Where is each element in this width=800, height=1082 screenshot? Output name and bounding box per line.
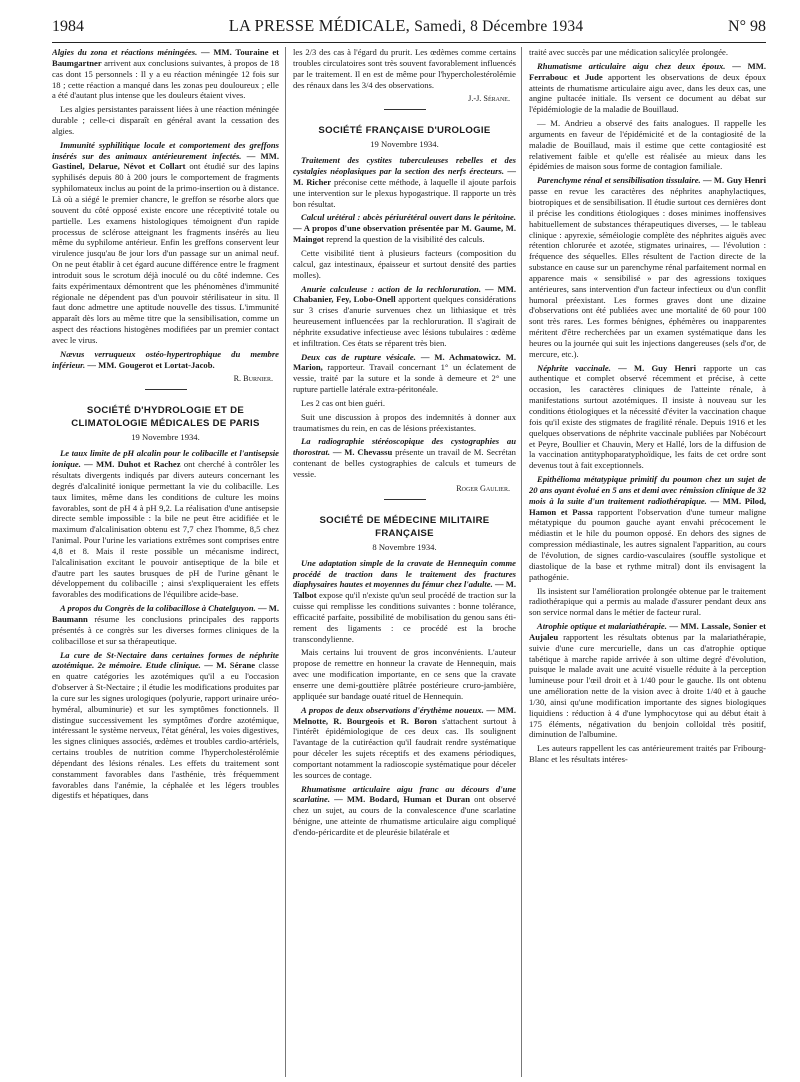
journal-name: LA PRESSE MÉDICALE, <box>228 16 410 35</box>
article-title: Nævus verruqueux ostéo-hypertrophique du membre inférieur. <box>52 348 279 370</box>
article-paragraph <box>293 436 516 479</box>
article-authors: — M. Richer <box>293 166 517 187</box>
article-paragraph <box>293 558 516 645</box>
article-title: Atrophie optique et malariathérapie. <box>537 621 667 632</box>
article-authors: — M. Sérane <box>204 660 256 671</box>
article-title: Néphrite vaccinale. <box>537 362 611 373</box>
article-paragraph <box>529 621 766 740</box>
issue-number: N° 98 <box>728 18 766 35</box>
article-paragraph: Les auteurs rappellent les cas antérieurement traités par Fribourg-Blanc et les résultats intéres- <box>529 743 766 765</box>
column-1 <box>52 47 286 1077</box>
article-text: apportent les observations de deux époux atteints de rhumatisme articulaire aigu avec, dans les deux cas, une angine pultacée initiale. Ils versent ce document au débat sur l'épidémiologie de la maladie de Bouillaud. <box>529 71 766 115</box>
article-authors: — MM. Chabanier, Fey, Lobo-Onell <box>293 283 516 305</box>
article-paragraph <box>52 603 279 646</box>
article-authors: — M. Guy Henri <box>702 175 766 186</box>
section-title: SOCIÉTÉ DE MÉDECINE MILITAIRE FRANÇAISE <box>319 514 490 539</box>
article-paragraph: traité avec succès par une médication salicylée prolongée. <box>529 47 728 57</box>
article-paragraph: Suit une discussion à propos des indemnités à donner aux traumatismes du rein, en cas de lésions préexistantes. <box>293 411 516 433</box>
article-authors: — MM. Duhot et Rachez <box>84 459 181 470</box>
article-paragraph <box>293 705 516 781</box>
issue-date: Samedi, 8 Décembre 1934 <box>414 18 584 35</box>
article-paragraph <box>52 47 279 101</box>
article-authors: — MM. Lassale, Sonier et Aujaleu <box>529 621 766 642</box>
article-text: classe en quatre catégories les azotémiques qu'il a eu l'occasion d'observer à St-Nectaire ; il étudie les modifications produites par la cure sur les signes urologiques (polyurie, rapport urinaire uréo-hyméral, albuminurie) et sur les symptômes fonctionnels. Il distingue successivement les symptômes d'ordre azotémique, intéressant le système nerveux, l'état général, les voies digestives, les signes cliniques associés, œdèmes et troubles cardio-artériels, certains troubles de nutrition comme l'hypercholestérolémie dépendant des lésions rénales. Les effets du traitement sont constamment favorables dans l'asthénie, très fréquemment favorables dans l'anémie, la céphalée et les légers troubles digestifs et hépatiques, dans <box>52 660 279 801</box>
article-paragraph: Les algies persistantes paraissent liées à une réaction méningée durable ; celle-ci disparaît en général avant la cessation des algies. <box>52 104 279 136</box>
article-title: Rhumatisme articulaire aigu franc au décours d'une scarlatine. <box>293 783 516 805</box>
article-title: Deux cas de rupture vésicale. <box>301 351 416 362</box>
article-title: Une adaptation simple de la cravate de Hennequin comme procédé de traction dans le traitement des fractures diaphysaires hautes et moyennes du fémur chez l'adulte. <box>293 557 516 590</box>
section-divider <box>384 109 426 110</box>
column-3 <box>522 47 766 1077</box>
article-title: La radiographie stéréoscopique des cystographies au thorostrat. <box>293 436 516 458</box>
article-paragraph <box>529 61 766 115</box>
article-paragraph: Ils insistent sur l'amélioration prolongée obtenue par le traitement radiothérapique qui a permis au malade d'assurer pendant deux ans son service normal dans le métier de facteur rural. <box>529 585 766 618</box>
page-number: 1984 <box>52 18 84 35</box>
article-title: Algies du zona et réactions méningées. <box>52 47 198 57</box>
article-title: A propos de deux observations d'érythème noueux. <box>301 704 484 715</box>
article-title: Epithélioma métatypique primitif du poumon chez un sujet de 20 ans ayant évolué en 5 ans et demi avec rémission clinique de 32 mois à la suite d'un traitement radiothérapique. <box>529 474 766 506</box>
article-text: rapporteur. Travail concernant 1° un éclatement de vessie, traité par la suture et la sonde à demeure et 2° une rupture partielle latérale extra-péritonéale. <box>293 362 516 395</box>
article-authors: — MM. Gougerot et Lortat-Jacob. <box>87 359 215 370</box>
article-paragraph <box>52 448 279 600</box>
article-paragraph <box>52 140 279 346</box>
section-divider <box>145 389 187 390</box>
article-text: reprend la question de la visibilité des calculs. <box>326 234 485 245</box>
article-text: préconise cette méthode, à laquelle il ajoute parfois une intervention sur le plexus hypogastrique. Il rapporte un très bon résultat. <box>293 176 516 209</box>
section-date: 19 Novembre 1934. <box>370 139 439 150</box>
column-2 <box>286 47 522 1077</box>
page-header <box>52 16 766 43</box>
article-text: présente un travail de M. Secrétan contenant de belles cystographies de calculs et tumeurs de vessie. <box>293 447 516 479</box>
article-title: Calcul urétéral : abcès périurétéral ouvert dans le péritoine. <box>301 212 516 223</box>
article-title: Le taux limite de pH alcalin pour le colibacille et l'antisepsie ionique. <box>52 448 279 470</box>
article-title: Traitement des cystites tuberculeuses rebelles et des cystalgies néoplasiques par la section des nerfs érecteurs. <box>293 155 516 177</box>
article-text: résume les conclusions principales des rapports présentés à ce congrès sur les diverses formes cliniques de la colibacillose et sur sa thérapeutique. <box>52 613 279 646</box>
article-text: rapportent l'observation d'une tumeur maligne métatypique du poumon gauche ayant envahi précocement le médiastin et le hile du poumon opposé. En dehors des signes de compression médiastinale, les autres signalent l'apparition, au cours de l'évolution, de signes cardio-vasculaires (souffle systolique et diastolique de la base et rythme mitral) dont ils envisagent la pathogénie. <box>529 506 766 582</box>
article-title: Parenchyme rénal et sensibilisation tissulaire. <box>537 175 701 186</box>
article-title: Rhumatisme articulaire aigu chez deux époux. <box>537 60 726 71</box>
article-paragraph: les 2/3 des cas à l'égard du prurit. Les œdèmes comme certains troubles circulatoires sont très souvent favorablement influencés par le traitement. Il en est de même pour l'hypercholestérolémie des rénaux dans les 3/4 des observations. <box>293 47 516 90</box>
article-authors: — MM. Ferrabouc et Jude <box>529 60 766 82</box>
article-paragraph <box>529 175 766 359</box>
article-text: passe en revue les caractères des néphrites anaphylactiques, biotropiques et de sensibilisation. Il étudie surtout ces dernières dont il précise les conditions étiologiques : doses minimes inoffensives habituellement de substances thérapeutiques diverses, — le tableau clinique : apyrexie, séméiologie complète des néphrites aiguës avec rétention chlorurée et azotée, stigmates urinaires, — l'évolution : fréquence des séquelles. Elles résultent de l'action directe de la substance en cause sur un parenchyme rénal parfaitement normal en apparence mais « sensibilisé » par des agressions toxiques antérieures, sans intervention d'un facteur infectieux ou d'un conflit humoral préexistant. Les formes graves dont une dizaine d'observations ont été publiées avec une mortalité de 60 pour 100 sont très rares. Les formes bénignes, éphémères ou inapparentes méritent d'être recherchées par un examen systématique dans les heures ou la journée qui suit les injections dangereuses (sels d'or, de mercure, etc.). <box>529 186 766 359</box>
article-text: ont observé chez un sujet, au cours de la convalescence d'une scarlatine bénigne, une atteinte de rhumatisme articulaire aigu compliqué d'endo-péricardite et de pleurésie bilatérale et <box>293 794 516 837</box>
article-authors: — A propos d'une observation présentée par M. Gaume, M. Maingot <box>293 223 516 245</box>
article-title: Immunité syphilitique locale et comportement des greffons insérés sur des animaux antérieurement infectés. <box>52 139 279 161</box>
article-text: arrivent aux conclusions suivantes, à propos de 18 cas dont 15 personnels : Il y a eu réaction méningée 12 fois sur 18 ; cette réaction a manqué dans les zonas peu douloureux ; elle a été d'autant plus intense que les douleurs étaient vives. <box>52 57 279 101</box>
article-authors: — MM. Touraine et Baumgartner <box>52 47 279 68</box>
article-title: Anurie calculeuse : action de la rechloruration. <box>301 283 481 294</box>
section-date: 8 Novembre 1934. <box>372 541 437 552</box>
article-paragraph <box>52 650 279 802</box>
article-text: apportent quelques considérations sur 3 crises d'anurie survenues chez un lithiasique et très heureusement influencées par la rechloruration. Il s'agirait de néphrite exsudative infectieuse avec lésions tubulaires : œdème et infiltration. Ces états se réparent très bien. <box>293 294 516 348</box>
signature: J.-J. Sérane. <box>468 94 510 104</box>
section-date: 19 Novembre 1934. <box>131 432 200 443</box>
article-text: s'attachent surtout à l'intérêt épidémiologique de ces deux cas. Ils soulignent l'avantage de la cutiréaction qu'il faudrait rendre systématique pour déceler les sujets réceptifs et des examens périodiques, comportant notamment la radioscopie systématique pour déceler les sources de contage. <box>293 715 517 780</box>
article-paragraph <box>293 155 516 209</box>
article-authors: — M. Baumann <box>52 603 279 624</box>
signature: R. Burnier. <box>233 374 273 384</box>
article-paragraph <box>293 784 516 838</box>
article-text: rapporte un cas authentique et complet observé récemment et précise, à cette occasion, les caractères cliniques de l'atteinte rénale, à manifestations surtout azotémiques. Il insiste à nouveau sur les conditions étiologiques et la nécessité d'éviter la vaccination chaque fois qu'il existe des stigmates de fragilité rénale. Depuis 1916 et les quelques observations de néphrite vaccinale publiées par Nobécourt et Peyre, Boullier et Chauvin, Mery et Hallé, lors de la diffusion de la vaccination antityphoparatyphoïdique, les faits de cet ordre sont devenus tout à fait exceptionnels. <box>529 362 766 471</box>
article-text: rapportent les résultats obtenus par la malariathérapie, suivie d'une cure mercurielle, dans un cas d'atrophie optique tabétique à marche rapide arrivée à son ultime degré d'évolution, puisque le malade avait une acuité visuelle réduite à la perception lumineuse pour l'œil droit et à 1/40 pour le gauche. Ils ont obtenu une amélioration nette de la vision avec à droite 1/40 et à gauche 1/30, ainsi qu'une modification importante des signes biologiques liquidiens : réduction à 4 d'une lymphocytose qui au début était à 175 éléments, négativation du benjoin colloïdal très positif, diminution de l'albumine. <box>529 631 766 740</box>
article-authors: — MM. Bodard, Human et Duran <box>334 794 470 805</box>
article-paragraph: Les 2 cas ont bien guéri. <box>301 397 386 408</box>
section-divider <box>384 499 426 500</box>
article-authors: — MM. Gastinel, Delarue, Névot et Collart <box>52 150 279 172</box>
article-paragraph <box>293 212 516 245</box>
section-title: SOCIÉTÉ FRANÇAISE D'UROLOGIE <box>318 125 491 137</box>
article-paragraph <box>52 349 279 371</box>
article-authors: — M. Talbot <box>293 579 516 601</box>
article-authors: — M. Chevassu <box>332 447 393 458</box>
article-authors: — M. Guy Henri <box>618 362 697 373</box>
article-paragraph: Cette visibilité tient à plusieurs facteurs (composition du calcul, gaz intestinaux, épaisseur et surtout densité des parties molles). <box>293 247 516 280</box>
article-authors: — M. Achmatowicz. M. Marion, <box>293 351 516 373</box>
article-text: expose qu'il n'existe qu'un seul procédé de traction sur la cuisse qui remplisse les conditions suivantes : bonne tolérance, efficacité parfaite, possibilité de mobilisation du genou sans éti-rement des ligaments : ce procédé est la broche transcondylienne. <box>293 590 516 644</box>
article-authors: — MM. Melnotte, R. Bourgeois et R. Boron <box>293 704 516 726</box>
article-title: A propos du Congrès de la colibacillose à Chatelguyon. <box>60 603 256 614</box>
article-title: La cure de St-Nectaire dans certaines formes de néphrite azotémique. 2e mémoire. Etude clinique. <box>52 649 279 671</box>
article-paragraph <box>529 474 766 582</box>
columns <box>52 47 766 1077</box>
article-text: ont cherché à contrôler les résultats divergents indiqués par divers auteurs concernant les degrés d'alcalinité ionique permettant la vie du colibacille. Les taux limites, même dans les conditions de culture les moins favorables, sont de pH 4 à pH 9,2. La réalisation d'une antisepsie directe semble impossible : la bile ne peut être acidifiée et le maximum d'alcalinisation obtenu est 7,7 chez l'homme, 8,5 chez l'animal. Pour l'urine les variations extrêmes sont comprises entre 4,8 et 8. Mais il reste possible un mécanisme indirect, l'alcalinisation excitant le pouvoir antiseptique de la bile et d'autre part les sautes brusques de pH de l'urine gênant le développement du colibacille ; ainsi s'expliqueraient les effets favorables des modifications de l'équilibre acide-base. <box>52 459 280 600</box>
article-paragraph: Mais certains lui trouvent de gros inconvénients. L'auteur propose de remettre en honneur la cravate de Hennequin, mais avec une modification importante, en ce sens que la cravate enserre une demi-gouttière plâtrée postérieure cruro-jambière, appliquée sur bandage ouaté rituel de Hennequin. <box>293 647 516 701</box>
article-paragraph: — M. Andrieu a observé des faits analogues. Il rappelle les arguments en faveur de l'épidémicité et de la contagiosité de la maladie de Bouillaud, mais il estime que cette contagiosité est relativement faible et qu'elle est réalisée au mieux dans les épidémies de maison sous forme de contagion familiale. <box>529 118 766 172</box>
article-paragraph <box>529 363 766 471</box>
section-title: SOCIÉTÉ D'HYDROLOGIE ET DE CLIMATOLOGIE MÉDICALES DE PARIS <box>71 405 260 430</box>
article-text: ont étudié sur des lapins syphilisés depuis 80 à 200 jours le comportement de fragments syphilomateux inclus au point de la primo-insertion ou à distance. Là où a siégé le premier chancre, le greffon se résorbe alors que souvent du côté opposé existe encore une réceptivité totale ou partielle. Les examens histologiques témoignent d'un rapide processus de sclérose atteignant les fragments insérés au lieu même du syphilome antérieur. Enfin les greffons conservent leur virulence jusqu'au 8e jour lors d'un passage sur un animal neuf. On ne peut établir à cet égard aucune différence entre le fragment introduit sous le scrotum déjà inoculé ou du côté indemne. Ces faits expérimentaux démontrent que les phénomènes d'immunité régionale ne dépendent pas d'un pouvoir stérilisateur in situ. Il faut donc admettre une aptitude nouvelle des tissus. L'immunité apparaît dès lors au même titre que la sensibilisation, comme un aspect des réactions histogènes modifiées par un premier contact avec le virus. <box>52 161 279 345</box>
article-authors: — MM. Pilod, Hamon et Passa <box>529 495 766 517</box>
journal-title-line <box>229 16 584 36</box>
article-paragraph <box>293 284 516 349</box>
signature: Roger Gaulier. <box>456 483 510 493</box>
article-paragraph <box>293 352 516 395</box>
